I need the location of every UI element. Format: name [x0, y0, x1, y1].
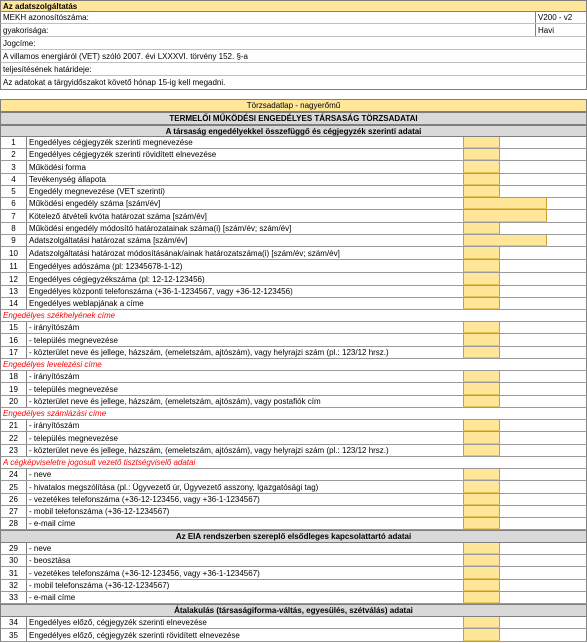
input-cell[interactable] [463, 567, 500, 579]
row-label: - vezetékes telefonszáma (+36-12-123456, vagy +36-1-1234567) [29, 568, 260, 578]
input-cell[interactable] [463, 347, 500, 358]
input-cell[interactable] [463, 580, 500, 591]
input-cell[interactable] [463, 445, 500, 456]
sheet-title: Törzsadatlap - nagyerőmű [0, 99, 587, 112]
row-number: 14 [1, 298, 27, 309]
input-cell[interactable] [463, 494, 500, 505]
table-row [0, 286, 587, 298]
table-row [0, 247, 587, 260]
row-number: 2 [1, 149, 27, 160]
subheading-representative: A cégképviseletre jogosult vezető tisztségviselő adatai [0, 457, 587, 469]
row-number: 3 [1, 161, 27, 173]
row-number: 18 [1, 371, 27, 382]
row-number: 31 [1, 567, 27, 579]
row-label: Kötelező átvételi kvóta határozat száma [szám/év] [29, 211, 207, 221]
row-label: - település megnevezése [29, 384, 118, 394]
input-cell[interactable] [463, 322, 500, 333]
row-label: - közterület neve és jellege, házszám, (emeletszám, ajtószám), vagy helyrajzi szám (pl.: 123/12 hrsz.) [29, 348, 389, 357]
row-number: 8 [1, 223, 27, 234]
jogcim-value: A villamos energiáról (VET) szóló 2007. évi LXXXVI. törvény 152. §-a [0, 50, 587, 63]
row-number: 1 [1, 137, 27, 148]
mekh-label: MEKH azonosítószáma: [3, 13, 89, 22]
row-number: 6 [1, 198, 27, 209]
table-row [0, 210, 587, 223]
row-label: - neve [29, 544, 52, 553]
row-label: - e-mail címe [29, 593, 76, 602]
section-eia-contact: Az EIA rendszerben szereplő elsődleges kapcsolattartó adatai [0, 530, 587, 543]
input-cell[interactable] [463, 420, 500, 431]
row-number: 5 [1, 186, 27, 197]
row-label: - közterület neve és jellege, házszám, (emeletszám, ajtószám), vagy helyrajzi szám (pl.: 123/12 hrsz.) [29, 446, 389, 455]
input-cell[interactable] [463, 161, 500, 173]
table-row [0, 592, 587, 604]
jogcim-label: Jogcíme: [0, 37, 587, 50]
row-number: 33 [1, 592, 27, 603]
subheading-seat-address: Engedélyes székhelyének címe [0, 310, 587, 322]
row-number: 7 [1, 210, 27, 222]
input-cell[interactable] [463, 555, 500, 566]
row-label: Engedélyes weblapjának a címe [29, 299, 144, 308]
row-number: 22 [1, 432, 27, 444]
input-cell[interactable] [463, 432, 500, 444]
table-row [0, 396, 587, 408]
sheet-subtitle: TERMELŐI MŰKÖDÉSI ENGEDÉLYES TÁRSASÁG TÖRZSADATAI [0, 112, 587, 125]
row-number: 30 [1, 555, 27, 566]
input-cell[interactable] [463, 273, 500, 285]
row-number: 32 [1, 580, 27, 591]
table-row [0, 518, 587, 530]
row-number: 29 [1, 543, 27, 554]
row-number: 24 [1, 469, 27, 480]
table-row [0, 260, 587, 273]
table-row [0, 149, 587, 161]
row-label: Engedélyes cégjegyzékszáma (pl: 12-12-123456) [29, 274, 205, 284]
input-cell[interactable] [463, 543, 500, 554]
row-label: - neve [29, 470, 52, 479]
row-number: 19 [1, 383, 27, 395]
row-number: 17 [1, 347, 27, 358]
frequency-label: gyakorisága: [3, 25, 49, 35]
row-number: 28 [1, 518, 27, 529]
input-cell[interactable] [463, 506, 500, 517]
table-row [0, 298, 587, 310]
row-label: - e-mail címe [29, 519, 76, 528]
row-label: Engedélyes előző, cégjegyzék szerinti rövidített elnevezése [29, 630, 240, 640]
row-label: - hivatalos megszólítása (pl.: Ügyvezető úr, Ügyvezető asszony, Igazgatósági tag) [29, 482, 319, 492]
input-cell[interactable] [463, 149, 500, 160]
deadline-label: teljesítésének határideje: [0, 63, 587, 76]
row-label: Engedélyes előző, cégjegyzék szerinti elnevezése [29, 618, 207, 627]
table-row [0, 420, 587, 432]
input-cell[interactable] [463, 298, 500, 309]
table-row [0, 371, 587, 383]
mekh-value: V200 - v2 [535, 12, 586, 23]
row-label: - közterület neve és jellege, házszám, (emeletszám, ajtószám), vagy postafiók cím [29, 397, 321, 406]
table-row [0, 347, 587, 359]
row-label: - irányítószám [29, 372, 80, 381]
input-cell[interactable] [463, 592, 500, 603]
row-number: 26 [1, 494, 27, 505]
row-number: 11 [1, 260, 27, 272]
row-label: - beosztása [29, 556, 71, 565]
input-cell[interactable] [463, 481, 500, 493]
row-number: 9 [1, 235, 27, 246]
row-label: - irányítószám [29, 323, 80, 332]
row-label: - település megnevezése [29, 433, 118, 443]
table-row [0, 223, 587, 235]
input-cell[interactable] [463, 137, 500, 148]
mekh-row [0, 12, 587, 24]
table-row [0, 198, 587, 210]
row-label: Adatszolgáltatási határozat száma [szám/év] [29, 236, 188, 245]
input-cell[interactable] [463, 174, 500, 185]
table-row [0, 543, 587, 555]
row-number: 10 [1, 247, 27, 259]
table-row [0, 469, 587, 481]
input-cell[interactable] [463, 260, 500, 272]
subheading-billing-address: Engedélyes számlázási címe [0, 408, 587, 420]
input-cell[interactable] [463, 334, 500, 346]
table-row [0, 580, 587, 592]
row-number: 27 [1, 506, 27, 517]
row-label: Működési engedély módosító határozatainak száma(i) [szám/év; szám/év] [29, 224, 292, 233]
row-number: 35 [1, 629, 27, 641]
row-label: - irányítószám [29, 421, 80, 430]
row-number: 25 [1, 481, 27, 493]
row-number: 20 [1, 396, 27, 407]
section-company-data: A társaság engedélyekkel összefüggő és cégjegyzék szerinti adatai [0, 125, 587, 137]
section-transformation: Átalakulás (társaságiforma-váltás, egyesülés, szétválás) adatai [0, 604, 587, 617]
row-number: 13 [1, 286, 27, 297]
row-label: Engedélyes cégjegyzék szerinti megnevezése [29, 138, 193, 147]
table-row [0, 629, 587, 642]
input-cell[interactable] [463, 198, 547, 209]
row-label: Adatszolgáltatási határozat módosításának/ainak határozatszáma(i) [szám/év; szám/év] [29, 248, 340, 258]
table-row [0, 174, 587, 186]
frequency-value: Havi [535, 24, 586, 36]
input-cell[interactable] [463, 247, 500, 259]
header-title: Az adatszolgáltatás [0, 0, 587, 12]
row-number: 23 [1, 445, 27, 456]
row-number: 12 [1, 273, 27, 285]
table-row [0, 432, 587, 445]
row-number: 4 [1, 174, 27, 185]
table-row [0, 445, 587, 457]
input-cell[interactable] [463, 629, 500, 641]
row-label: Engedélyes központi telefonszáma (+36-1-1234567, vagy +36-12-123456) [29, 287, 293, 296]
table-row [0, 481, 587, 494]
table-row [0, 383, 587, 396]
table-row [0, 555, 587, 567]
row-label: Tevékenység állapota [29, 175, 106, 184]
input-cell[interactable] [463, 186, 500, 197]
input-cell[interactable] [463, 617, 500, 628]
row-label: Engedély megnevezése (VET szerinti) [29, 187, 165, 196]
table-row [0, 567, 587, 580]
row-label: Engedélyes cégjegyzék szerinti rövidített elnevezése [29, 150, 217, 159]
table-row [0, 617, 587, 629]
table-row [0, 334, 587, 347]
table-row [0, 494, 587, 506]
row-number: 34 [1, 617, 27, 628]
input-cell[interactable] [463, 223, 500, 234]
row-label: - település megnevezése [29, 335, 118, 345]
deadline-value: Az adatokat a tárgyidőszakot követő hónap 15-ig kell megadni. [0, 76, 587, 90]
input-cell[interactable] [463, 396, 500, 407]
input-cell[interactable] [463, 371, 500, 382]
subheading-mailing-address: Engedélyes levelezési címe [0, 359, 587, 371]
input-cell[interactable] [463, 210, 547, 222]
table-row [0, 161, 587, 174]
row-label: Működési forma [29, 162, 86, 172]
row-number: 15 [1, 322, 27, 333]
row-number: 16 [1, 334, 27, 346]
row-label: - vezetékes telefonszáma (+36-12-123456, vagy +36-1-1234567) [29, 495, 260, 504]
table-row [0, 186, 587, 198]
row-label: Működési engedély száma [szám/év] [29, 199, 161, 208]
table-row [0, 137, 587, 149]
row-label: - mobil telefonszáma (+36-12-1234567) [29, 507, 170, 516]
table-row [0, 322, 587, 334]
input-cell[interactable] [463, 518, 500, 529]
frequency-row [0, 24, 587, 37]
table-row [0, 235, 587, 247]
input-cell[interactable] [463, 383, 500, 395]
row-label: - mobil telefonszáma (+36-12-1234567) [29, 581, 170, 590]
input-cell[interactable] [463, 286, 500, 297]
row-label: Engedélyes adószáma (pl: 12345678-1-12) [29, 261, 183, 271]
input-cell[interactable] [463, 469, 500, 480]
table-row [0, 273, 587, 286]
row-number: 21 [1, 420, 27, 431]
table-row [0, 506, 587, 518]
input-cell[interactable] [463, 235, 547, 246]
